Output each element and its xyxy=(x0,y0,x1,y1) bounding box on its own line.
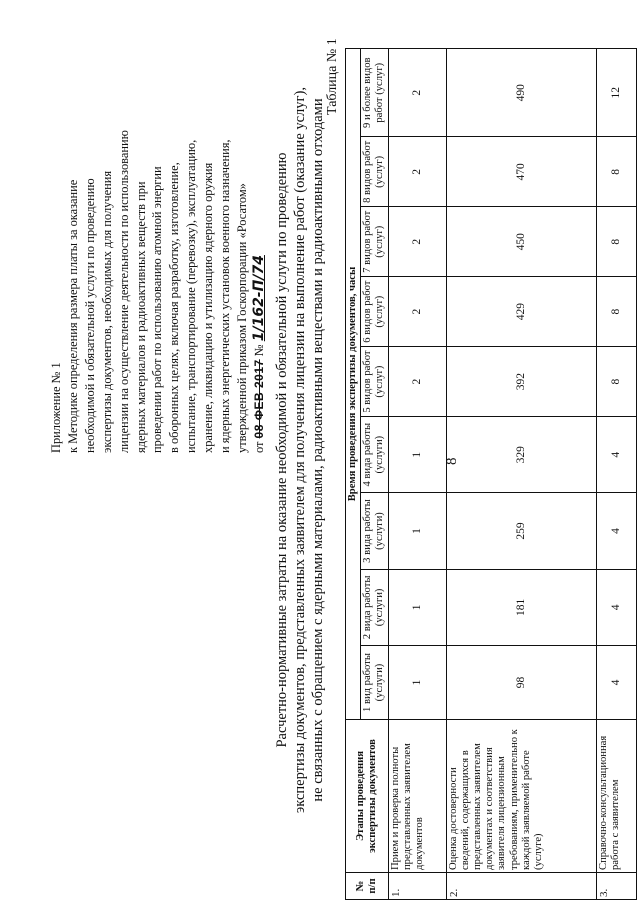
number-sign: № xyxy=(251,344,266,357)
value-cell: 2 xyxy=(388,207,446,277)
value-cell: 4 xyxy=(596,646,636,720)
heading-line: Расчетно-нормативные затраты на оказание необходимой и обязательной услуги по проведению xyxy=(274,152,290,748)
subheader-cell: 7 видов работ (услуг) xyxy=(361,207,388,277)
annex-line: экспертизы документов, необходимых для получения xyxy=(99,170,114,453)
value-cell: 8 xyxy=(596,277,636,347)
value-cell: 4 xyxy=(596,493,636,569)
subheader-cell: 9 и более видов работ (услуг) xyxy=(361,49,388,137)
value-cell: 470 xyxy=(446,137,596,207)
annex-line: испытание, транспортирование (перевозку), эксплуатацию, xyxy=(184,139,199,453)
table-row xyxy=(596,49,636,900)
value-cell: 259 xyxy=(446,493,596,569)
value-cell: 1 xyxy=(388,493,446,569)
value-cell: 429 xyxy=(446,277,596,347)
date-prefix: от xyxy=(251,441,266,453)
annex-line: к Методике определения размера платы за оказание xyxy=(65,179,80,453)
date-stamp: 08 ФЕВ 2017 xyxy=(251,359,266,439)
value-cell: 4 xyxy=(596,569,636,645)
value-cell: 8 xyxy=(596,347,636,417)
value-cell: 1 xyxy=(388,417,446,493)
value-cell: 1 xyxy=(388,569,446,645)
header-stage: Этапы проведения экспертизы документов xyxy=(346,720,389,873)
value-cell: 8 xyxy=(596,137,636,207)
annex-block xyxy=(48,58,268,453)
order-number-handwritten: 1/162-П/74 xyxy=(250,255,267,342)
subheader-cell: 3 вида работы (услуги) xyxy=(361,493,388,569)
heading-line: экспертизы документов, представленных заявителем для получения лицензии на выполнение работ (оказание услуг), xyxy=(292,87,308,813)
value-cell: 450 xyxy=(446,207,596,277)
value-cell: 2 xyxy=(388,347,446,417)
value-cell: 2 xyxy=(388,49,446,137)
annex-line: необходимой и обязательной услуги по проведению xyxy=(82,178,97,453)
row-num: 3. xyxy=(596,873,636,900)
row-stage: Оценка достоверности сведений, содержащихся в представленных заявителем документах и соответствия заявителя лицензионным требованиям, применительно к каждой заявляемой работе (услуге) xyxy=(446,720,596,873)
annex-approved: утвержденной приказом Госкорпорации «Росатом» xyxy=(234,183,249,453)
row-num: 2. xyxy=(446,873,596,900)
value-cell: 1 xyxy=(388,646,446,720)
annex-line: лицензии на осуществление деятельности по использованию xyxy=(116,130,131,453)
value-cell: 12 xyxy=(596,49,636,137)
value-cell: 2 xyxy=(388,277,446,347)
table-row xyxy=(388,49,446,900)
subheader-cell: 2 вида работы (услуги) xyxy=(361,569,388,645)
value-cell: 2 xyxy=(388,137,446,207)
document-heading xyxy=(273,55,327,845)
subheader-cell: 6 видов работ (услуг) xyxy=(361,277,388,347)
annex-line: хранение, ликвидацию и утилизацию ядерного оружия xyxy=(201,162,216,453)
annex-line: и ядерных энергетических установок военного назначения, xyxy=(218,139,233,453)
annex-date-line xyxy=(251,58,268,453)
heading-line: не связанных с обращением с ядерными материалами, радиоактивными веществами и радиоактивными отходами xyxy=(310,98,326,802)
value-cell: 181 xyxy=(446,569,596,645)
value-cell: 392 xyxy=(446,347,596,417)
header-time: Время проведения экспертизы документов, часы xyxy=(346,49,361,720)
page-number: 8 xyxy=(444,457,460,465)
subheader-cell: 5 видов работ (услуг) xyxy=(361,347,388,417)
row-stage: Прием и проверка полноты представленных заявителем документов xyxy=(388,720,446,873)
annex-line: проведении работ по использованию атомной энергии xyxy=(150,166,165,453)
value-cell: 98 xyxy=(446,646,596,720)
value-cell: 4 xyxy=(596,417,636,493)
header-num: № п/п xyxy=(346,873,389,900)
annex-line: Приложение № 1 xyxy=(49,362,63,453)
row-num: 1. xyxy=(388,873,446,900)
annex-line: в оборонных целях, включая разработку, изготовление, xyxy=(167,162,182,453)
cost-table xyxy=(345,48,637,900)
table-header-row xyxy=(346,49,361,900)
value-cell: 329 xyxy=(446,417,596,493)
annex-line: ядерных материалов и радиоактивных веществ при xyxy=(133,181,148,453)
subheader-cell: 1 вид работы (услуги) xyxy=(361,646,388,720)
row-stage: Справочно-консультационная работа с заявителем xyxy=(596,720,636,873)
value-cell: 8 xyxy=(596,207,636,277)
subheader-cell: 8 видов работ (услуг) xyxy=(361,137,388,207)
subheader-cell: 4 вида работы (услуги) xyxy=(361,417,388,493)
table-label: Таблица № 1 xyxy=(325,38,340,115)
value-cell: 490 xyxy=(446,49,596,137)
table-row xyxy=(446,49,596,900)
